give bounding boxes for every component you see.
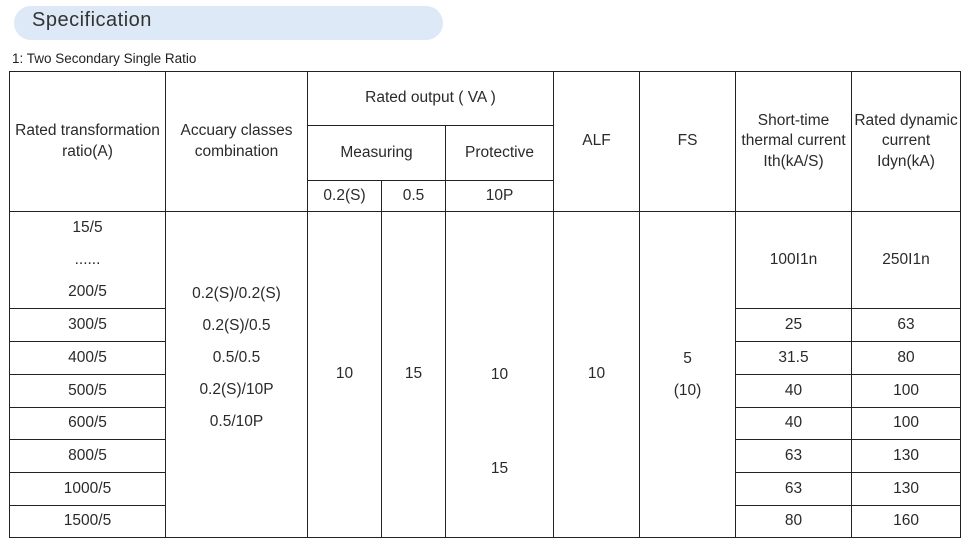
idyn-value: 130 [852, 440, 961, 473]
measuring-02s-value: 10 [308, 212, 382, 538]
ith-value: 40 [736, 375, 852, 408]
accuracy-combo: 0.2(S)/0.2(S) [192, 285, 281, 302]
header-measuring-05: 0.5 [382, 181, 446, 212]
ratio-15-5: 15/5 [72, 219, 103, 236]
ratio-1500-5: 1500/5 [10, 506, 166, 538]
protective-spacer [446, 391, 553, 453]
accuracy-combo: 0.2(S)/0.5 [202, 317, 271, 334]
header-fs: FS [640, 72, 736, 212]
ratio-ellipsis: ...... [74, 251, 101, 268]
header-protective: Protective [446, 126, 554, 181]
fs-values-cell [640, 212, 736, 538]
ratio-group-cell [10, 212, 166, 309]
ith-value: 63 [736, 473, 852, 506]
fs-value: 5 [683, 349, 692, 367]
idyn-value: 250I1n [852, 212, 961, 309]
idyn-value: 80 [852, 342, 961, 375]
header-short-time: Short-time thermal current Ith(kA/S) [736, 72, 852, 212]
specification-table [9, 71, 961, 538]
ith-value: 31.5 [736, 342, 852, 375]
accuracy-combo: 0.5/10P [209, 413, 264, 430]
header-rated-output: Rated output ( VA ) [308, 72, 554, 126]
accuracy-combos-cell [166, 212, 308, 538]
idyn-value: 63 [852, 309, 961, 342]
ratio-300-5: 300/5 [10, 309, 166, 342]
ith-value: 25 [736, 309, 852, 342]
protective-values-cell [446, 212, 554, 538]
protective-value-b: 15 [490, 460, 509, 477]
ratio-1000-5: 1000/5 [10, 473, 166, 506]
ith-value: 80 [736, 506, 852, 538]
fs-alt-value: (10) [673, 381, 702, 399]
table-subtitle: 1: Two Secondary Single Ratio [12, 51, 197, 66]
ith-value: 100I1n [736, 212, 852, 309]
header-alf: ALF [554, 72, 640, 212]
header-protective-10p: 10P [446, 181, 554, 212]
section-title: Specification [32, 9, 152, 31]
ith-value: 63 [736, 440, 852, 473]
accuracy-combo: 0.2(S)/10P [199, 381, 274, 398]
accuracy-combo: 0.5/0.5 [212, 349, 261, 366]
header-accuracy: Accuary classes combination [166, 72, 308, 212]
header-ratio: Rated transformation ratio(A) [10, 72, 166, 212]
ratio-800-5: 800/5 [10, 440, 166, 473]
idyn-value: 130 [852, 473, 961, 506]
idyn-value: 100 [852, 375, 961, 408]
header-measuring: Measuring [308, 126, 446, 181]
ratio-400-5: 400/5 [10, 342, 166, 375]
idyn-value: 100 [852, 408, 961, 440]
header-measuring-02s: 0.2(S) [308, 181, 382, 212]
ratio-600-5: 600/5 [10, 408, 166, 440]
ith-value: 40 [736, 408, 852, 440]
measuring-05-value: 15 [382, 212, 446, 538]
header-dynamic: Rated dynamic current Idyn(kA) [852, 72, 961, 212]
alf-value: 10 [554, 212, 640, 538]
protective-value-a: 10 [490, 366, 509, 383]
idyn-value: 160 [852, 506, 961, 538]
ratio-200-5: 200/5 [68, 283, 107, 300]
ratio-500-5: 500/5 [10, 375, 166, 408]
